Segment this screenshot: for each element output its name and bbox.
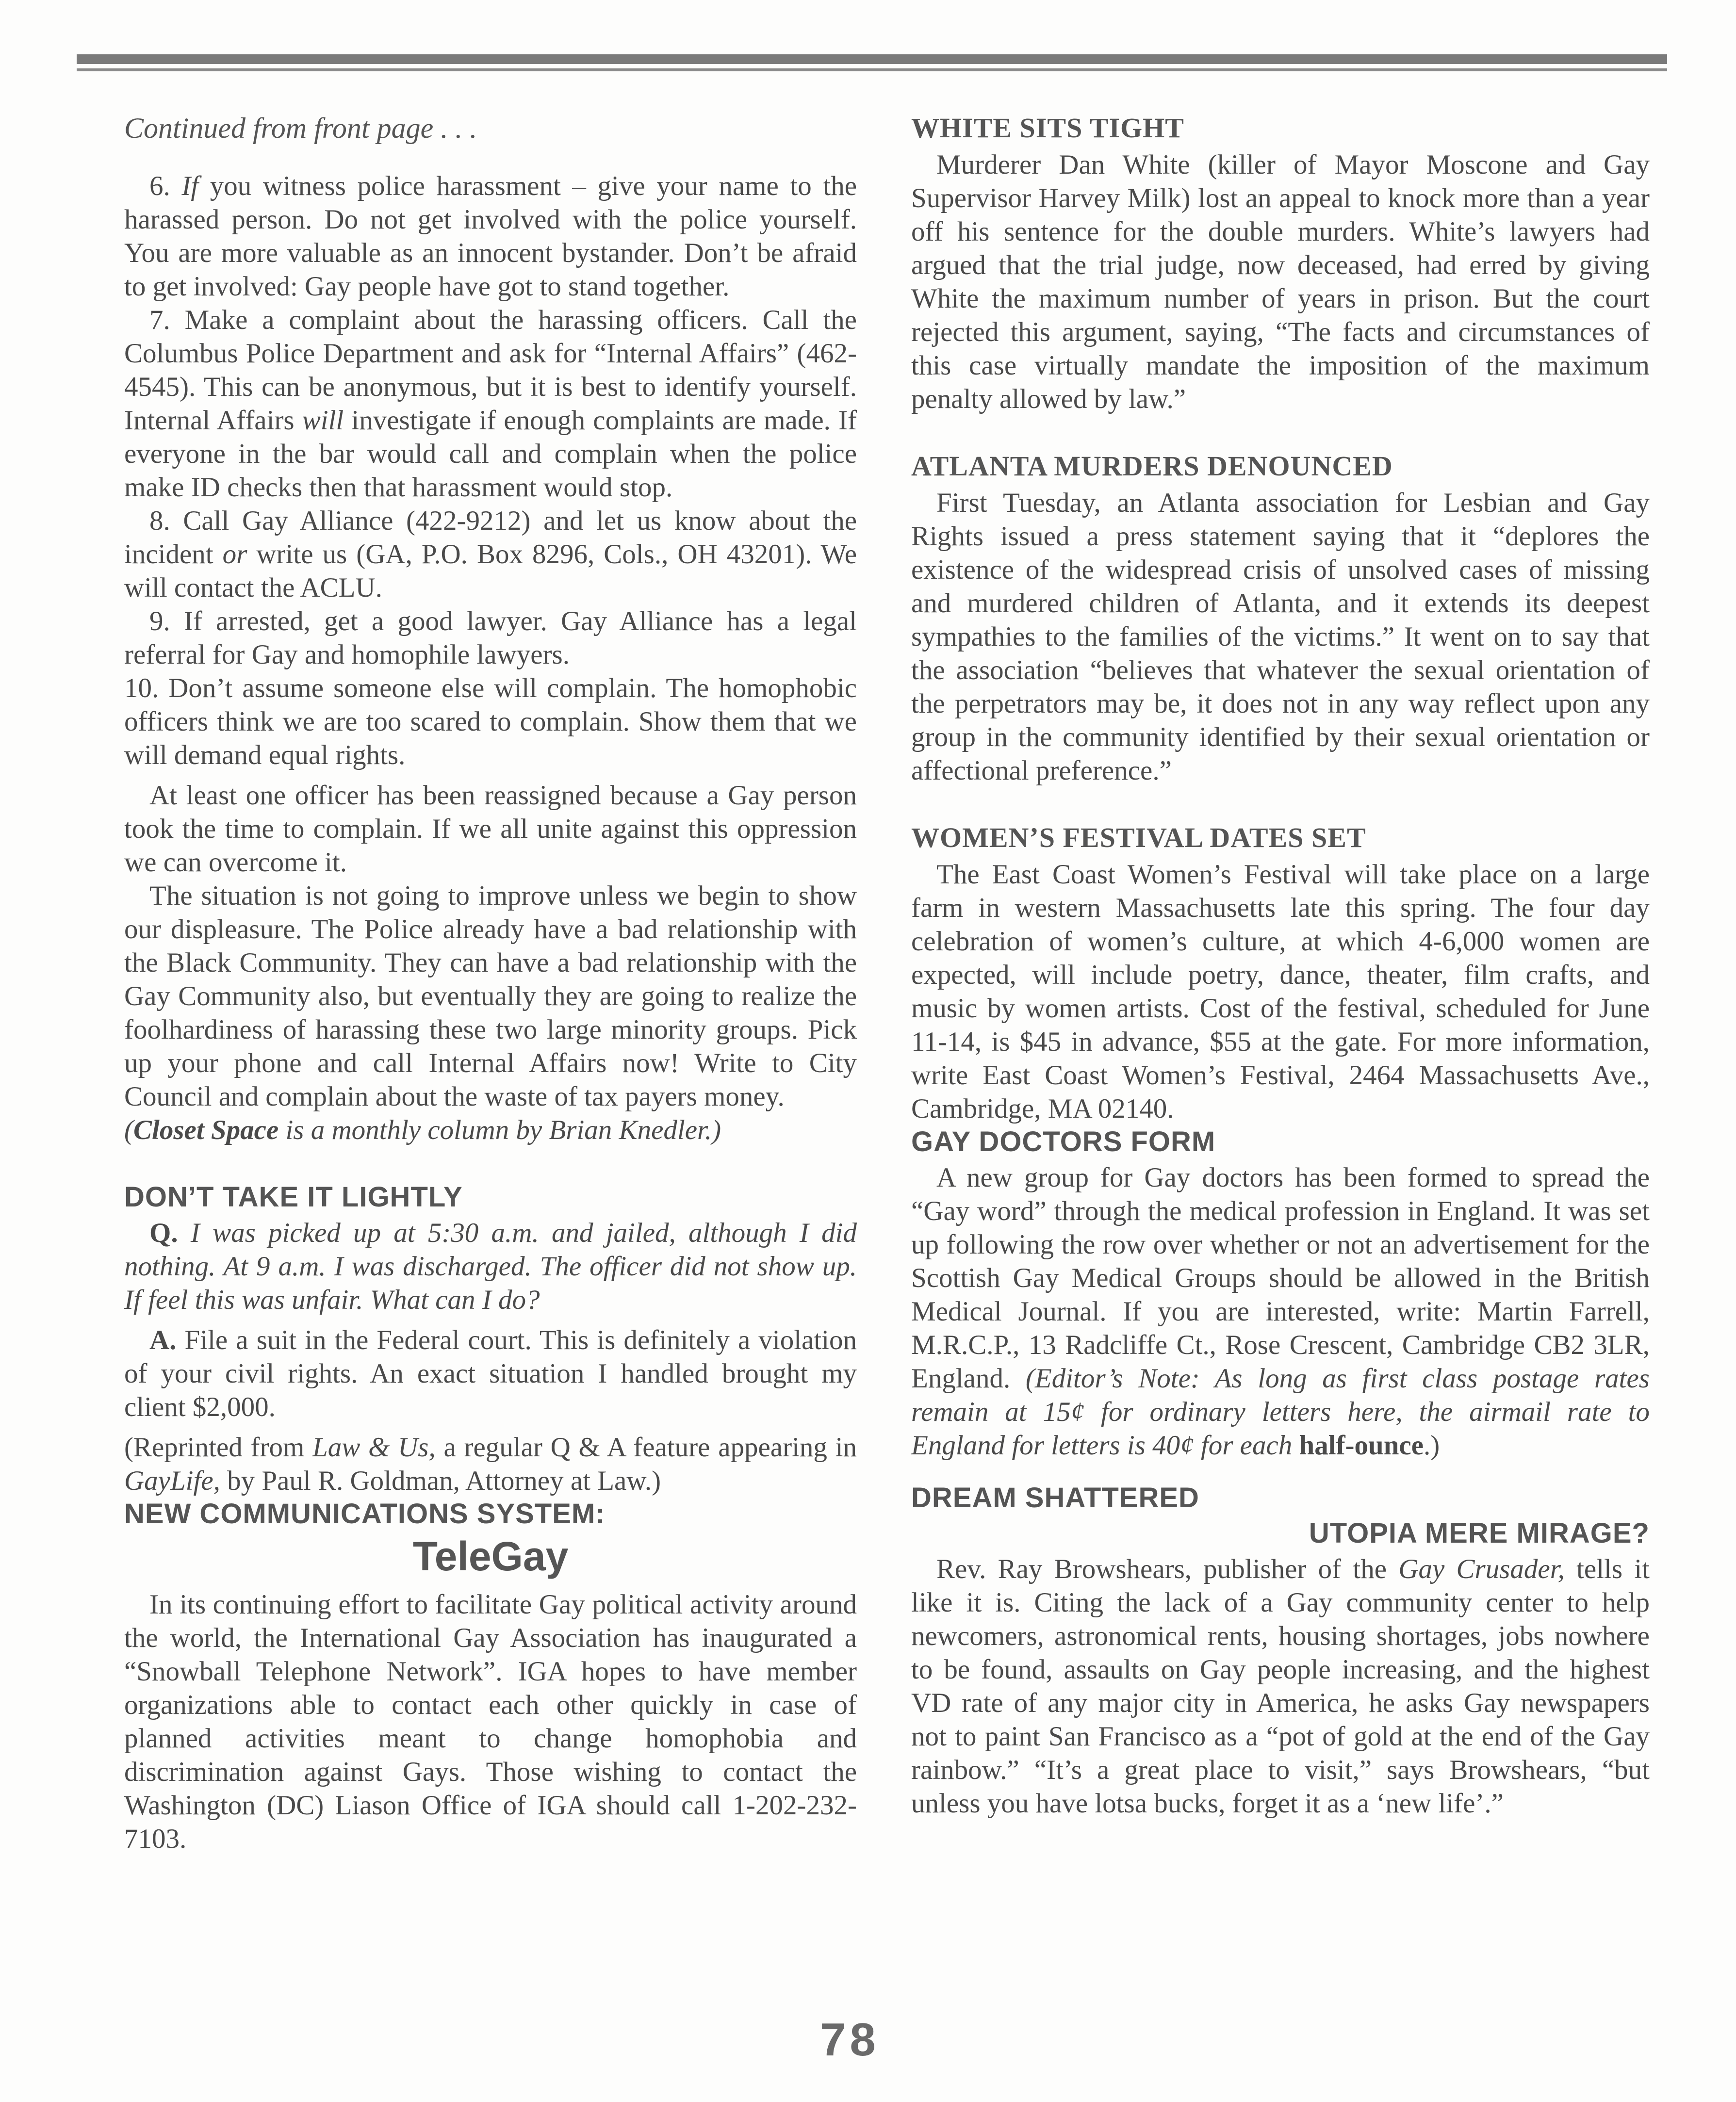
heading-dont-take-it-lightly: DON’T TAKE IT LIGHTLY (124, 1181, 463, 1213)
right-column (911, 112, 1650, 1820)
paragraph-situation: The situation is not going to improve unless we begin to show our displeasure. The Police already have a bad relationship with the Black Community. They can have a bad relationship with the Gay Community also, but eventually they are going to realize the foolhardiness of harassing these two large minority groups. Pick up your phone and call Internal Affairs now! Write to City Council and complain about the waste of tax payers money. (124, 880, 857, 1112)
heading-white-sits-tight: WHITE SITS TIGHT (911, 112, 1184, 144)
column-byline (124, 1113, 857, 1147)
heading-new-communications: NEW COMMUNICATIONS SYSTEM: (124, 1498, 606, 1530)
doctors-body (911, 1161, 1650, 1462)
answer-text: File a suit in the Federal court. This is definitely a violation of your civil rights. An exact situation I handled brought my client $2,000. (124, 1325, 857, 1422)
dream-body (911, 1552, 1650, 1820)
womens-body: The East Coast Women’s Festival will take place on a large farm in western Massachusetts late this spring. The four day celebration of women’s culture, at which 4-6,000 women are expected, will include poetry, dance, theater, film crafts, and music by women artists. Cost of the festival, scheduled for June 11-14, is $45 in advance, $55 at the gate. For more information, write East Coast Women’s Festival, 2464 Massachusetts Ave., Cambridge, MA 02140. (911, 859, 1650, 1124)
subheading-telegay: TeleGay (412, 1533, 569, 1579)
item-number: 7. (149, 305, 170, 335)
item-text: investigate if enough complaints are made. If everyone in the bar would call and complain when the police make ID checks then that harassment would stop. (124, 405, 857, 503)
heading-atlanta-murders: ATLANTA MURDERS DENOUNCED (911, 450, 1393, 482)
editor-note: (Editor’s Note: As long as first class postage rates remain at 15¢ for ordinary letters here, the airmail rate to England for letters is 40¢ for each (911, 1363, 1650, 1461)
page-number: 78 (820, 2014, 880, 2066)
credit-text: a regular Q & A feature appearing in (435, 1432, 857, 1463)
paragraph-reassigned: At least one officer has been reassigned because a Gay person took the time to complain. If we all unite against this oppression we can overcome it. (124, 780, 857, 878)
item-text: Don’t assume someone else will complain. The homophobic officers think we are too scared to complain. Show them that we will demand equal rights. (124, 673, 857, 770)
item-emphasis: will (302, 405, 344, 436)
item-number: 10. (124, 673, 159, 703)
list-item (124, 604, 857, 671)
editor-note-bold: half-ounce (1299, 1430, 1424, 1461)
credit-source: Law & Us, (312, 1432, 436, 1463)
continued-label: Continued from front page . . . (124, 112, 477, 144)
list-item (124, 169, 857, 303)
answer-label: A. (149, 1325, 177, 1355)
left-column (124, 112, 857, 1856)
item-text: you witness police harassment – give your name to the harassed person. Do not get involved with the police yourself. You are more valuable as an innocent bystander. Don’t be afraid to get involved: Gay people have got to stand together. (124, 171, 857, 302)
item-number: 8. (149, 505, 170, 536)
heading-womens-festival: WOMEN’S FESTIVAL DATES SET (911, 822, 1366, 853)
item-emphasis: If (181, 171, 199, 201)
item-number: 6. (149, 171, 170, 201)
item-text: write us (GA, P.O. Box 8296, Cols., OH 43201). We will contact the ACLU. (124, 539, 857, 603)
item-text: If arrested, get a good lawyer. Gay Alliance has a legal referral for Gay and homophile lawyers. (124, 606, 857, 670)
byline-column-name: Closet Space (133, 1115, 279, 1145)
byline-text: is a monthly column by Brian Knedler.) (278, 1115, 721, 1145)
item-number: 9. (149, 606, 170, 636)
credit-text: by Paul R. Goldman, Attorney at Law.) (220, 1466, 661, 1496)
atlanta-body: First Tuesday, an Atlanta association for Lesbian and Gay Rights issued a press statement saying that it “deplores the existence of the widespread crisis of unsolved cases of missing and murdered children of Atlanta, and it extends its deepest sympathies to the families of the victims.” It went on to say that the association “believes that whatever the sexual orientation of the perpetrators may be, it does not in any way reflect upon any group in the community identified by their sexual orientation or affectional preference.” (911, 488, 1650, 786)
item-text: Call Gay Alliance (422-9212) and let us know about the incident (124, 505, 857, 570)
item-text: Make a complaint about the harassing officers. Call the Columbus Police Department and ask for “Internal Affairs” (462-4545). This can be anonymous, but it is best to identify yourself. Internal Affairs (124, 305, 857, 436)
dream-text: Rev. Ray Browshears, publisher of the (936, 1554, 1399, 1584)
question-label: Q. (149, 1218, 178, 1248)
header-rule-thin (77, 68, 1667, 71)
subheading-utopia: UTOPIA MERE MIRAGE? (1309, 1517, 1650, 1549)
byline-paren: ( (124, 1115, 133, 1145)
white-body: Murderer Dan White (killer of Mayor Moscone and Gay Supervisor Harvey Milk) lost an appeal to knock more than a year off his sentence for the double murders. White’s lawyers had argued that the trial judge, now deceased, had erred by giving White the maximum number of years in prison. But the court rejected this argument, saying, “The facts and circumstances of this case virtually mandate the imposition of the maximum penalty allowed by law.” (911, 149, 1650, 414)
header-rule-thick (77, 54, 1667, 64)
telegay-body: In its continuing effort to facilitate Gay political activity around the world, the International Gay Association has inaugurated a “Snowball Telephone Network”. IGA hopes to have member organizations able to contact each other quickly in case of planned activities meant to change homophobia and discrimination against Gays. Those wishing to contact the Washington (DC) Liason Office of IGA should call 1-202-232-7103. (124, 1589, 857, 1854)
publication-name: Gay Crusader, (1398, 1554, 1565, 1584)
list-item (124, 671, 857, 772)
doctors-text: A new group for Gay doctors has been formed to spread the “Gay word” through the medical profession in England. It was set up following the row over whether or not an advertisement for the Scottish Gay Medical Groups should be allowed in the British Medical Journal. If you are interested, write: Martin Farrell, M.R.C.P., 13 Radcliffe Ct., Rose Crescent, Cambridge CB2 3LR, England. (911, 1162, 1650, 1394)
list-item (124, 504, 857, 604)
question (124, 1216, 857, 1317)
credit-publication: GayLife, (124, 1466, 220, 1496)
dream-text: tells it like it is. Citing the lack of a Gay community center to help newcomers, astronomical rents, housing shortages, jobs nowhere to be found, assaults on Gay people increasing, and the highest VD rate of any major city in America, he asks Gay newspapers not to paint San Francisco as a “pot of gold at the end of the Gay rainbow.” “It’s a great place to visit,” says Browshears, “but unless you have lotsa bucks, forget it as a ‘new life’.” (911, 1554, 1650, 1819)
heading-gay-doctors: GAY DOCTORS FORM (911, 1126, 1216, 1157)
credit-text: (Reprinted from (124, 1432, 313, 1463)
editor-note-end: .) (1424, 1430, 1440, 1461)
question-text: I was picked up at 5:30 a.m. and jailed, although I did nothing. At 9 a.m. I was discharged. The officer did not show up. If feel this was unfair. What can I do? (124, 1218, 857, 1315)
reprint-credit (124, 1431, 857, 1498)
answer (124, 1323, 857, 1424)
list-item (124, 303, 857, 504)
item-emphasis: or (222, 539, 247, 570)
heading-dream-shattered: DREAM SHATTERED (911, 1482, 1199, 1514)
